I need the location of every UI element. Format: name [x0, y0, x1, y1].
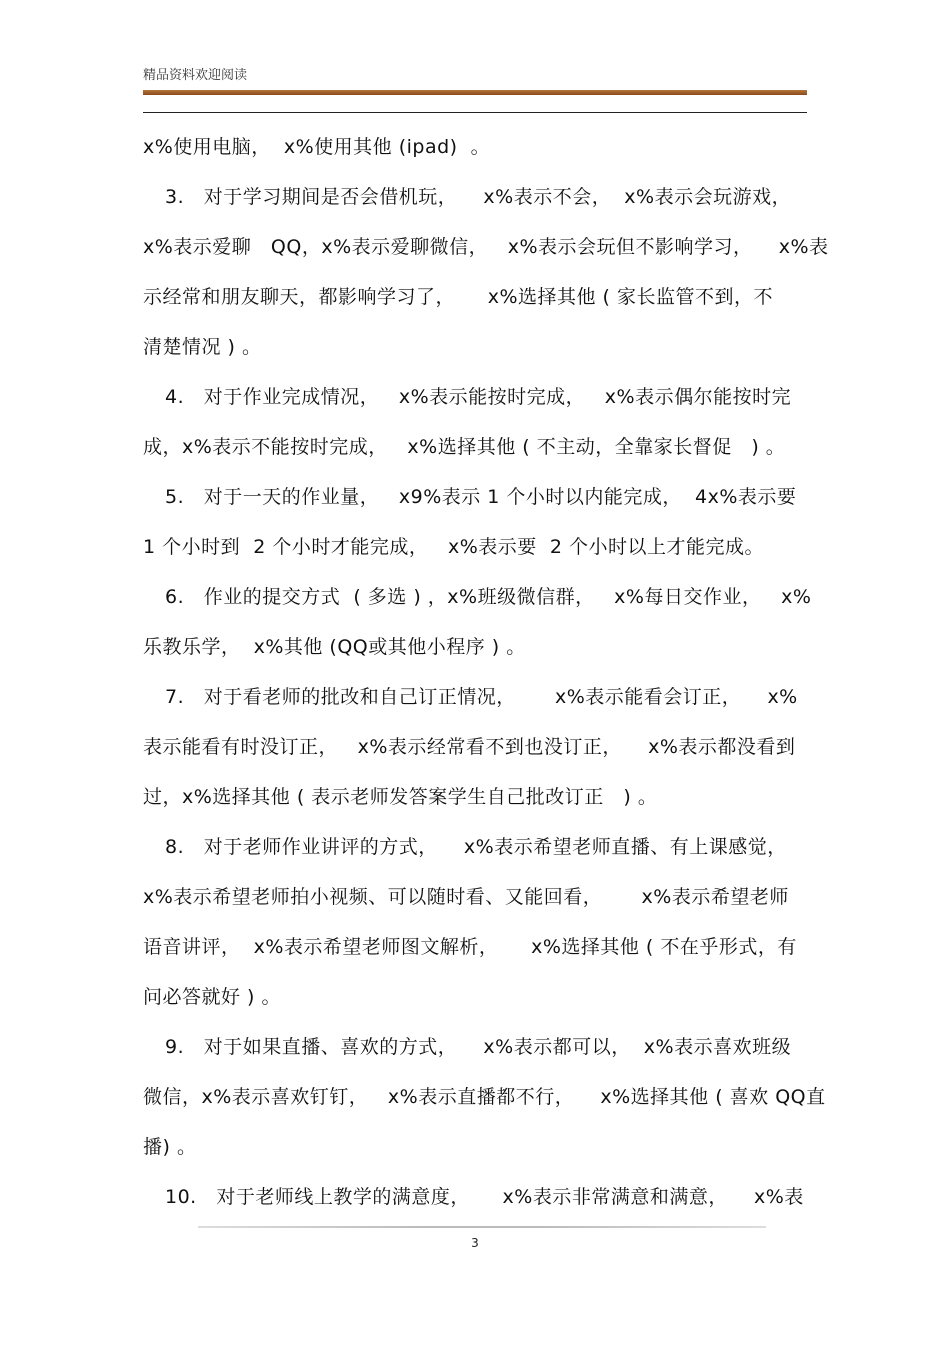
page-header-text: 精品资料欢迎阅读 [143, 68, 248, 83]
text-line: 3. 对于学习期间是否会借机玩， x%表示不会， x%表示会玩游戏， [165, 186, 792, 208]
text-line: 微信，x%表示喜欢钉钉， x%表示直播都不行， x%选择其他 ( 喜欢 QQ直 [143, 1086, 826, 1108]
text-line: 10. 对于老师线上教学的满意度， x%表示非常满意和满意， x%表 [165, 1186, 804, 1208]
text-line: 4. 对于作业完成情况， x%表示能按时完成， x%表示偶尔能按时完 [165, 386, 792, 408]
text-line: 语音讲评， x%表示希望老师图文解析， x%选择其他 ( 不在乎形式，有 [143, 936, 797, 958]
text-line: 表示能看有时没订正， x%表示经常看不到也没订正， x%表示都没看到 [143, 736, 796, 758]
text-line: 播) 。 [143, 1136, 197, 1158]
text-line: 清楚情况 ) 。 [143, 336, 262, 358]
text-line: 成，x%表示不能按时完成， x%选择其他 ( 不主动，全靠家长督促 ) 。 [143, 436, 786, 458]
text-line: 6. 作业的提交方式 ( 多选 ) ，x%班级微信群， x%每日交作业， x% [165, 586, 812, 608]
text-line: 示经常和朋友聊天，都影响学习了， x%选择其他 ( 家长监管不到，不 [143, 286, 773, 308]
text-line: 7. 对于看老师的批改和自己订正情况， x%表示能看会订正， x% [165, 686, 798, 708]
text-line: 1 个小时到 2 个小时才能完成， x%表示要 2 个小时以上才能完成。 [143, 536, 764, 558]
text-line: 乐教乐学， x%其他 (QQ或其他小程序 ) 。 [143, 636, 526, 658]
header-rule-thick [143, 90, 807, 95]
text-line: 9. 对于如果直播、喜欢的方式， x%表示都可以， x%表示喜欢班级 [165, 1036, 792, 1058]
text-line: 问必答就好 ) 。 [143, 986, 281, 1008]
footer-rule [198, 1226, 766, 1228]
text-line: 过，x%选择其他 ( 表示老师发答案学生自己批改订正 ) 。 [143, 786, 658, 808]
header-rule-thin [143, 112, 807, 113]
text-line: x%表示希望老师拍小视频、可以随时看、又能回看， x%表示希望老师 [143, 886, 789, 908]
text-line: x%使用电脑， x%使用其他 (ipad) 。 [143, 136, 491, 158]
page-number: 3 [471, 1236, 479, 1250]
text-line: x%表示爱聊 QQ，x%表示爱聊微信， x%表示会玩但不影响学习， x%表 [143, 236, 829, 258]
document-body [143, 122, 829, 1222]
text-line: 5. 对于一天的作业量， x9%表示 1 个小时以内能完成， 4x%表示要 [165, 486, 797, 508]
text-line: 8. 对于老师作业讲评的方式， x%表示希望老师直播、有上课感觉， [165, 836, 787, 858]
